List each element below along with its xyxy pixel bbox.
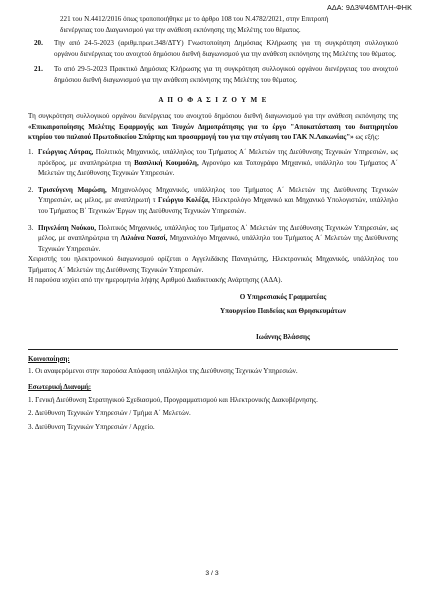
signatory-name: Ιωάννης Βλάσσης [256, 333, 310, 342]
alternate-name: Λιλιάνα Νασσί, [120, 234, 168, 243]
considerations-item [28, 38, 398, 59]
decision-text-end: ως εξής: [355, 133, 380, 142]
project-title: «Επικαιροποίησης Μελέτης Εφαρμογής και Τευχών Δημοπράτησης για το έργο "Αποκατάσταση του διατηρητέου κτηρίου του παλαιού Πρωτοδικείου Σπάρτης και προσαρμογή του για την στέγαση του ΓΑΚ Ν.Λακωνίας"» [28, 122, 398, 142]
item-number: 20. [34, 39, 43, 48]
item-number: 21. [34, 65, 43, 74]
internal-distribution-title: Εσωτερική Διανομή: [28, 383, 92, 392]
cc-item: 1. Οι αναφερόμενοι στην παρούσα Απόφαση υπάλληλοι της Διεύθυνσης Τεχνικών Υπηρεσιών. [28, 367, 298, 376]
operator-paragraph: Χειριστής του ηλεκτρονικού διαγωνισμού ορίζεται ο Αγγελιδάκης Παναγιώτης, Ηλεκτρονικός Μηχανικός, υπάλληλος του Τμήματος Α΄ Μελετών της Διεύθυνσης Τεχνικών Υπηρεσιών. [28, 255, 398, 274]
alternate-name: Γεώργιο Κολέζα, [157, 196, 210, 205]
intro-line: 221 του Ν.4412/2016 όπως τροποποιήθηκε με το άρθρο 108 του Ν.4782/2021, στην Επιτροπή [60, 15, 329, 23]
alternate-name: Βασιλική Κουμούλη, [134, 158, 199, 167]
member-item [28, 223, 398, 255]
internal-distribution-item: 1. Γενική Διεύθυνση Στρατηγικού Σχεδιασμού, Προγραμματισμού και Ηλεκτρονικής Διακυβέρνησης. [28, 395, 318, 404]
decision-paragraph [28, 111, 398, 143]
member-text: Αγρονόμο και Τοπογράφο Μηχανικό, υπάλληλο του Τμήματος Α΄ Μελετών της Διεύθυνσης Τεχνικών Υπηρεσιών. [38, 158, 399, 178]
decision-title: Α Π Ο Φ Α Σ Ι Ζ Ο Υ Μ Ε [158, 95, 268, 104]
item-text: Το από 29-5-2023 Πρακτικό Δημόσιας Κλήρωσης για τη συγκρότηση συλλογικού οργάνου διενέργειας του ανοιχτού δημόσιου διεθνή διαγωνισμού για την ανάθεση εκπόνησης της Μελέτης του θέματος. [54, 65, 398, 84]
page-number: 3 / 3 [205, 570, 219, 577]
internal-distribution-item: 2. Διεύθυνση Τεχνικών Υπηρεσιών / Τμήμα Α΄ Μελετών. [28, 409, 191, 418]
item-text: Την από 24-5-2023 (αριθμ.πρωτ.348/ΔΤΥ) Γνωστοποίηση Δημόσιας Κλήρωσης για τη συγκρότηση συλλογικού οργάνου διενέργειας του ανοιχτού δημόσιου διεθνή διαγωνισμού για την ανάθεση εκπόνησης της Μελέτης του θέματος. [54, 39, 398, 58]
ada-header: ΑΔΑ: 9Δ3Ψ46ΜΤΛΗ-ΦΗΚ [326, 3, 412, 12]
signatory-ministry: Υπουργείου Παιδείας και Θρησκευμάτων [219, 306, 347, 315]
member-name: Πηνελόπη Νούκου, [38, 223, 97, 232]
member-number: 2. [28, 185, 34, 194]
member-name: Γεώργιος Λύτρας, [38, 147, 94, 156]
document-body [28, 14, 398, 432]
member-number: 3. [28, 223, 34, 232]
member-text: Μηχανολόγος Μηχανικός, υπάλληλος του Τμήματος Α΄ Μελετών της Διεύθυνσης Τεχνικών Υπηρεσιών, ως μέλος, με αναπληρωτή τ [38, 185, 398, 205]
member-number: 1. [28, 147, 34, 156]
member-text: Πολιτικός Μηχανικός, υπάλληλος του Τμήματος Α΄ Μελετών της Διεύθυνσης Τεχνικών Υπηρεσιών, ως μέλος, με αναπληρώτρια τη [38, 223, 399, 243]
cc-title: Κοινοποίηση: [28, 354, 70, 363]
divider [28, 349, 398, 350]
member-item [28, 147, 398, 179]
member-text: Μηχανολόγο Μηχανικό, υπάλληλο του Τμήματος Α΄ Μελετών της Διεύθυνσης Τεχνικών Υπηρεσιών. [38, 234, 398, 253]
validity-paragraph: Η παρούσα ισχύει από την ημερομηνία λήψης Αριθμού Διαδικτυακής Ανάρτησης (ΑΔΑ). [28, 276, 283, 285]
considerations-item [28, 64, 398, 85]
member-name: Τρισεύγενη Μαρώση, [38, 185, 107, 194]
member-text: Πολιτικός Μηχανικός, υπάλληλος του Τμήματος Α΄ Μελετών της Διεύθυνσης Τεχνικών Υπηρεσιών, ως πρόεδρος, με αναπληρώτρια τη [38, 147, 399, 167]
decision-text: Τη συγκρότηση συλλογικού οργάνου διενέργειας του ανοιχτού δημόσιου διεθνή διαγωνισμού για την ανάθεση εκπόνησης της [28, 112, 398, 121]
signatory-role: Ο Υπηρεσιακός Γραμματέας [239, 293, 327, 302]
intro-line: διενέργειας του Διαγωνισμού για την ανάθεση εκπόνησης της Μελέτης του θέματος. [60, 25, 301, 34]
member-text: Ηλεκτρολόγο Μηχανικό και Μηχανικό Υπολογιστών, υπάλληλο του Τμήματος Β΄ Τεχνικών Έργων της Διεύθυνσης Τεχνικών Υπηρεσιών. [38, 196, 398, 215]
internal-distribution-item: 3. Διεύθυνση Τεχνικών Υπηρεσιών / Αρχείο. [28, 422, 155, 431]
member-item [28, 185, 398, 217]
